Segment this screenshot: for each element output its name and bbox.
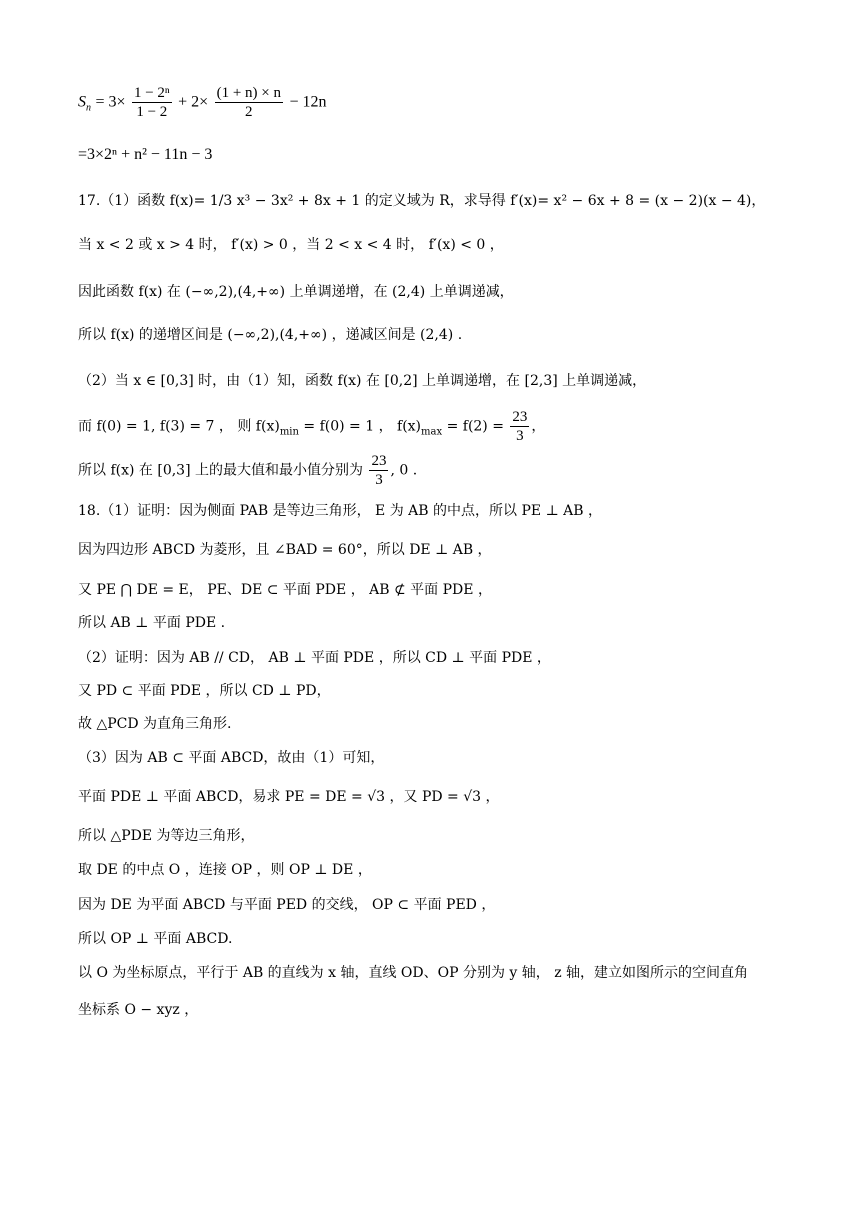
min-sub: min	[279, 426, 299, 438]
sn-formula	[78, 84, 327, 121]
p18-line-10: 所以 △PDE 为等边三角形，	[78, 828, 255, 844]
p18-line-13: 所以 OP ⊥ 平面 ABCD.	[78, 931, 233, 947]
sn-eq: = 3×	[95, 93, 126, 111]
p17-values-post: ，	[531, 418, 546, 435]
p18-line-1: 18.（1）证明：因为侧面 PAB 是等边三角形， E 为 AB 的中点，所以 PE ⊥ AB ，	[78, 503, 603, 519]
p17-intro: 17.（1）函数 f(x)= 1/3 x³ − 3x² + 8x + 1 的定义域为 R，求导得 f′(x)= x² − 6x + 8 = (x − 2)(x − 4)，	[78, 193, 766, 209]
sn-frac1-num: 1 − 2ⁿ	[133, 85, 170, 101]
p18-line-5: （2）证明：因为 AB // CD， AB ⊥ 平面 PDE ，所以 CD ⊥ 平面 PDE ，	[78, 650, 551, 666]
p18-line-11: 取 DE 的中点 O ，连接 OP ，则 OP ⊥ DE ，	[78, 862, 372, 878]
sn-frac1-den: 1 − 2	[136, 104, 168, 120]
max-sub: max	[421, 426, 443, 438]
p18-line-2: 因为四边形 ABCD 为菱形，且 ∠BAD = 60°，所以 DE ⊥ AB ，	[78, 542, 492, 558]
sn-frac2-num: (1 + n) × n	[216, 85, 282, 101]
p18-line-7: 故 △PCD 为直角三角形.	[78, 716, 232, 732]
p17-values-mid2: = f(2) =	[442, 418, 504, 435]
p17-cases: 当 x < 2 或 x > 4 时， f′(x) > 0 ，当 2 < x < 4 时， f′(x) < 0 ，	[78, 237, 504, 253]
p18-line-6: 又 PD ⊂ 平面 PDE ，所以 CD ⊥ PD，	[78, 683, 331, 699]
p17-values-frac-num: 23	[512, 409, 528, 425]
p18-line-15: 坐标系 O − xyz ，	[78, 1002, 199, 1018]
p17-concl-frac-num: 23	[371, 453, 387, 469]
p18-line-8: （3）因为 AB ⊂ 平面 ABCD，故由（1）可知，	[78, 750, 385, 766]
p17-monotonic: 因此函数 f(x) 在 (−∞,2),(4,+∞) 上单调递增，在 (2,4) 上单调递减，	[78, 284, 514, 300]
p17-values-mid: = f(0) = 1 ， f(x)	[298, 418, 422, 435]
sn-tail: − 12n	[289, 93, 327, 111]
p17-values-frac	[510, 408, 529, 445]
p17-values	[78, 408, 545, 445]
sn-result: =3×2ⁿ + n² − 11n − 3	[78, 146, 213, 163]
p17-conclusion	[78, 452, 417, 489]
sn-mid: + 2×	[178, 93, 209, 111]
p18-line-14: 以 O 为坐标原点，平行于 AB 的直线为 x 轴，直线 OD、OP 分别为 y 轴， z 轴，建立如图所示的空间直角	[78, 965, 749, 981]
p18-line-3: 又 PE ⋂ DE = E， PE、DE ⊂ 平面 PDE ， AB ⊄ 平面 PDE ，	[78, 582, 492, 598]
p17-concl-post: , 0 .	[390, 462, 418, 479]
p17-concl-frac	[369, 452, 388, 489]
p17-part2: （2）当 x ∈ [0,3] 时，由（1）知，函数 f(x) 在 [0,2] 上单调递增，在 [2,3] 上单调递减，	[78, 373, 647, 389]
p17-intervals: 所以 f(x) 的递增区间是 (−∞,2),(4,+∞) ，递减区间是 (2,4) .	[78, 327, 463, 343]
p18-line-9: 平面 PDE ⊥ 平面 ABCD，易求 PE = DE = √3 ，又 PD = √3 ，	[78, 789, 500, 805]
p17-values-frac-den: 3	[516, 428, 524, 444]
p17-concl-pre: 所以 f(x) 在 [0,3] 上的最大值和最小值分别为	[78, 462, 363, 479]
sn-lhs: S	[78, 93, 86, 111]
p18-line-4: 所以 AB ⊥ 平面 PDE .	[78, 615, 226, 631]
p18-line-12: 因为 DE 为平面 ABCD 与平面 PED 的交线， OP ⊂ 平面 PED ，	[78, 897, 496, 913]
sn-frac2	[215, 84, 283, 121]
sn-frac1	[132, 84, 172, 121]
p17-concl-frac-den: 3	[375, 472, 383, 488]
sn-lhs-sub: n	[86, 102, 91, 114]
p17-values-pre: 而 f(0) = 1, f(3) = 7 ， 则 f(x)	[78, 418, 280, 435]
sn-frac2-den: 2	[245, 104, 253, 120]
